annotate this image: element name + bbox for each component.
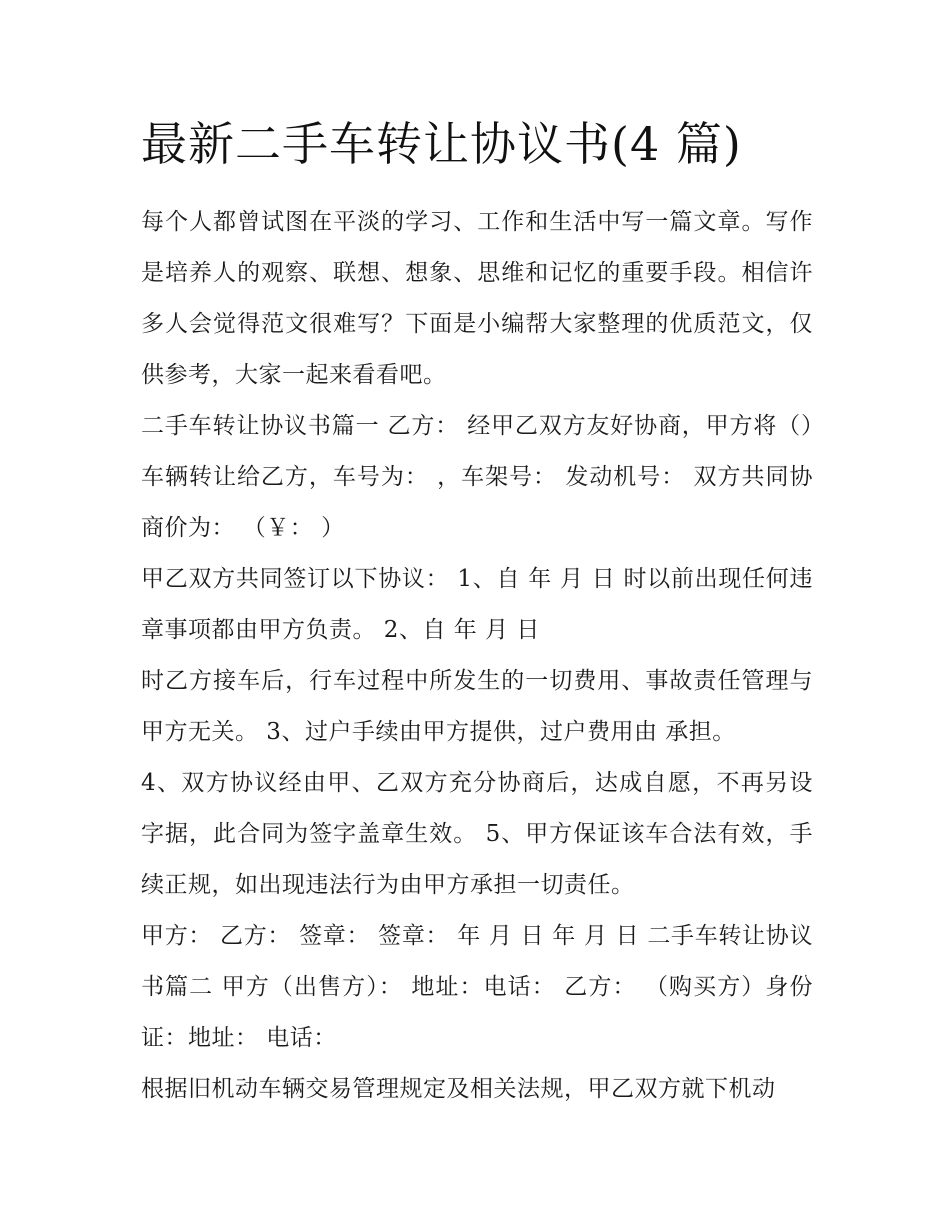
intro-paragraph: 每个人都曾试图在平淡的学习、工作和生活中写一篇文章。写作是培养人的观察、联想、想象、思维和记忆的重要手段。相信许多人会觉得范文很难写？下面是小编帮大家整理的优质范文，仅供参考，大家一起来看看吧。 bbox=[141, 209, 813, 388]
agreement-one-opening: 二手车转让协议书篇一 乙方： 经甲乙双方友好协商，甲方将（）车辆转让给乙方，车号为： ，车架号： 发动机号： 双方共同协商价为： （￥： ） bbox=[141, 413, 813, 541]
document-title: 最新二手车转让协议书(4 篇) bbox=[141, 117, 742, 171]
agreement-one-clause-2-3: 时乙方接车后，行车过程中所发生的一切费用、事故责任管理与甲方无关。 3、过户手续由甲方提供，过户费用由 承担。 bbox=[141, 668, 813, 745]
agreement-one-clause-1-2: 甲乙双方共同签订以下协议： 1、自 年 月 日 时以前出现任何违章事项都由甲方负责。 2、自 年 月 日 bbox=[141, 566, 813, 643]
document-body bbox=[141, 197, 813, 1115]
signature-and-agreement-two-header: 甲方： 乙方： 签章： 签章： 年 月 日 年 月 日 二手车转让协议书篇二 甲方（出售方）： 地址：电话： 乙方： （购买方）身份证：地址： 电话： bbox=[141, 923, 813, 1051]
agreement-two-preamble: 根据旧机动车辆交易管理规定及相关法规，甲乙双方就下机动 bbox=[141, 1076, 776, 1102]
agreement-one-clause-4-5: 4、双方协议经由甲、乙双方充分协商后，达成自愿，不再另设字据，此合同为签字盖章生效。 5、甲方保证该车合法有效，手续正规，如出现违法行为由甲方承担一切责任。 bbox=[141, 770, 813, 898]
